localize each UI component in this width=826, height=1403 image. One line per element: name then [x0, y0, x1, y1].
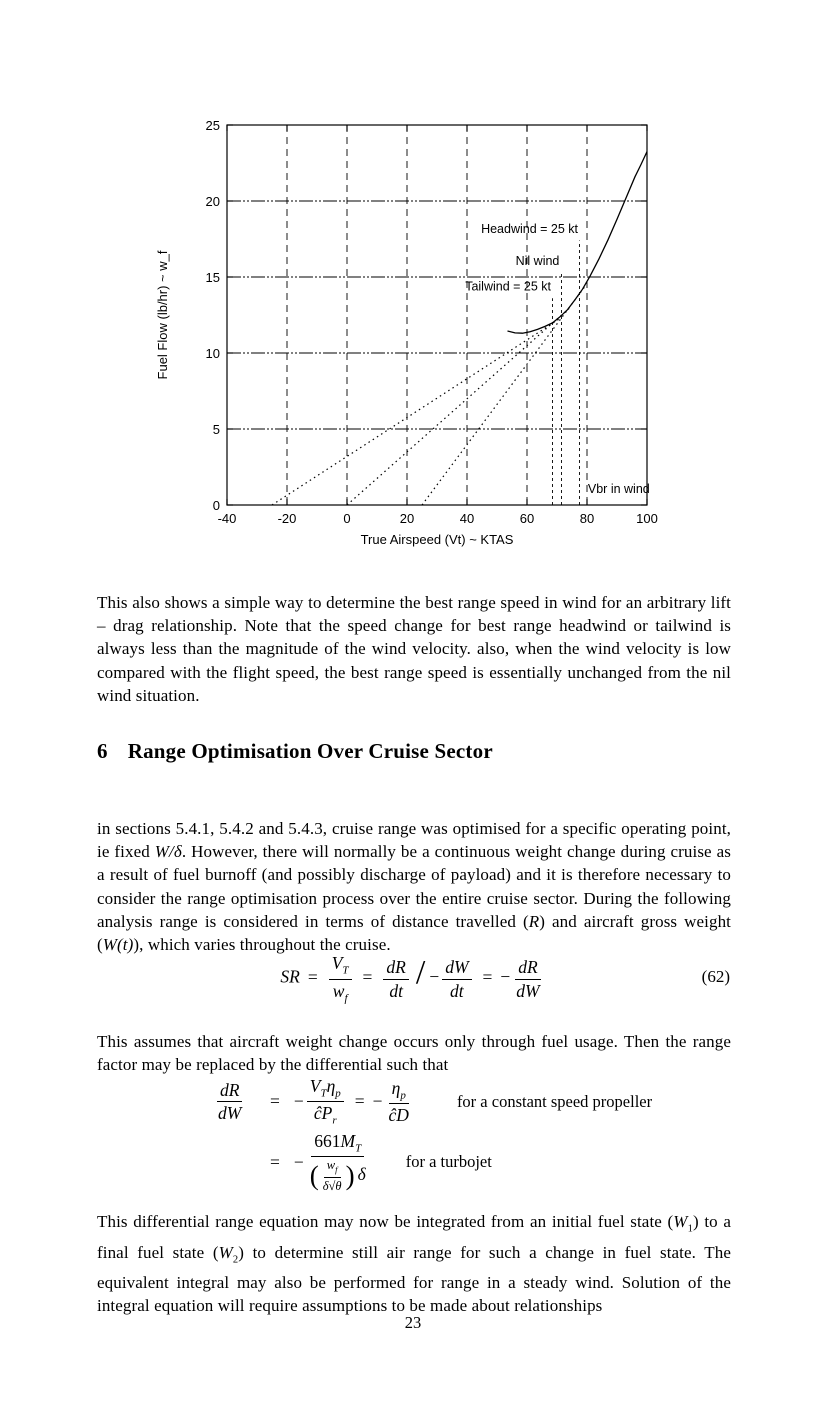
equation-row-turbojet: = − $661M_T$ ( $\frac{w_f}{\delta√\theta}$ ) δ for a turbojet	[270, 1131, 492, 1193]
equation-row-propeller: $\frac{dR}{dW}$ = − $\frac{V_T\eta_p}{ĉP_r}$ = − $\frac{\eta_p}{ĉD}$ for a constant speed propeller	[218, 1076, 653, 1127]
y-tick-label: 0	[212, 498, 220, 513]
paragraph-cruise-sector-intro: in sections 5.4.1, 5.4.2 and 5.4.3, cruise range was optimised for a specific operating point, ie fixed W/δ. However, there will normally be a continuous weight change during cruise as a result of fuel burnoff (and possibly discharge of payload) and it is therefore necessary to consider the range optimisation process over the entire cruise sector. During the following analysis range is considered in terms of distance travelled (R) and aircraft gross weight (W(t)), which varies throughout the cruise.	[97, 819, 731, 955]
paragraph-weight-change-assumption: This assumes that aircraft weight change occurs only through fuel usage. Then the range factor may be replaced by the differential such that	[97, 1032, 731, 1075]
paragraph-best-range-speed: This also shows a simple way to determine the best range speed in wind for an arbitrary lift – drag relationship. Note that the speed change for best range headwind or tailwind is always less than the magnitude of the wind velocity. also, when the wind velocity is low compared with the flight speed, the best range speed is essentially unchanged from the nil wind situation.	[97, 593, 731, 705]
x-tick-label: 40	[459, 511, 475, 526]
x-tick-label: 20	[399, 511, 415, 526]
tailwind-tangent-line	[272, 319, 560, 506]
section-number: 6	[97, 739, 108, 763]
x-tick-label: -40	[217, 511, 237, 526]
equation-condition-label: for a turbojet	[405, 1152, 492, 1172]
equation-differential-range	[212, 1076, 652, 1193]
y-axis-title: Fuel Flow (lb/hr) ~ w_f	[155, 250, 170, 380]
y-tick-label: 20	[205, 194, 220, 209]
equation-62	[0, 948, 826, 1010]
plot-border	[227, 125, 647, 505]
y-tick-label: 10	[205, 346, 220, 361]
y-tick-label: 5	[212, 422, 220, 437]
section-title: Range Optimisation Over Cruise Sector	[127, 739, 493, 763]
equation-condition-label: for a constant speed propeller	[456, 1091, 653, 1111]
x-axis-title: True Airspeed (Vt) ~ KTAS	[360, 532, 514, 547]
annotation-label: Tailwind = 25 kt	[465, 279, 551, 294]
x-tick-label: 100	[636, 511, 658, 526]
headwind-tangent-line	[422, 286, 586, 505]
fuel-flow-curve	[508, 152, 648, 334]
x-tick-label: -20	[277, 511, 297, 526]
section-heading	[97, 739, 731, 764]
x-tick-label: 80	[579, 511, 595, 526]
figure-fuel-flow-vs-airspeed	[140, 95, 700, 565]
equation-62-body: SR = $\frac{V_T}{w_f}$ = $\frac{dR}{dt}$ / − $\frac{dW}{dt}$ = − $\frac{dR}{dW}$	[280, 953, 540, 1004]
y-tick-label: 25	[205, 118, 220, 133]
paragraph-integral-range: This differential range equation may now be integrated from an initial fuel state $(W_1)$ to a final fuel state $(W_2)$ to determine still air range for such a change in fuel state. The equivalent integral may also be performed for range in a steady wind. Solution of the integral equation will require assumptions to be made about relationships	[97, 1212, 732, 1316]
x-tick-label: 0	[343, 511, 351, 526]
page-number: 23	[404, 1313, 422, 1332]
y-tick-label: 15	[205, 270, 220, 285]
nil-wind-tangent-line	[347, 309, 569, 506]
annotation-label: Headwind = 25 kt	[481, 221, 578, 236]
annotation-label: Vbr in wind	[587, 481, 650, 496]
fuel-flow-chart	[140, 95, 700, 565]
equation-number: (62)	[701, 967, 730, 986]
annotation-label: Nil wind	[515, 253, 560, 268]
x-tick-label: 60	[519, 511, 535, 526]
